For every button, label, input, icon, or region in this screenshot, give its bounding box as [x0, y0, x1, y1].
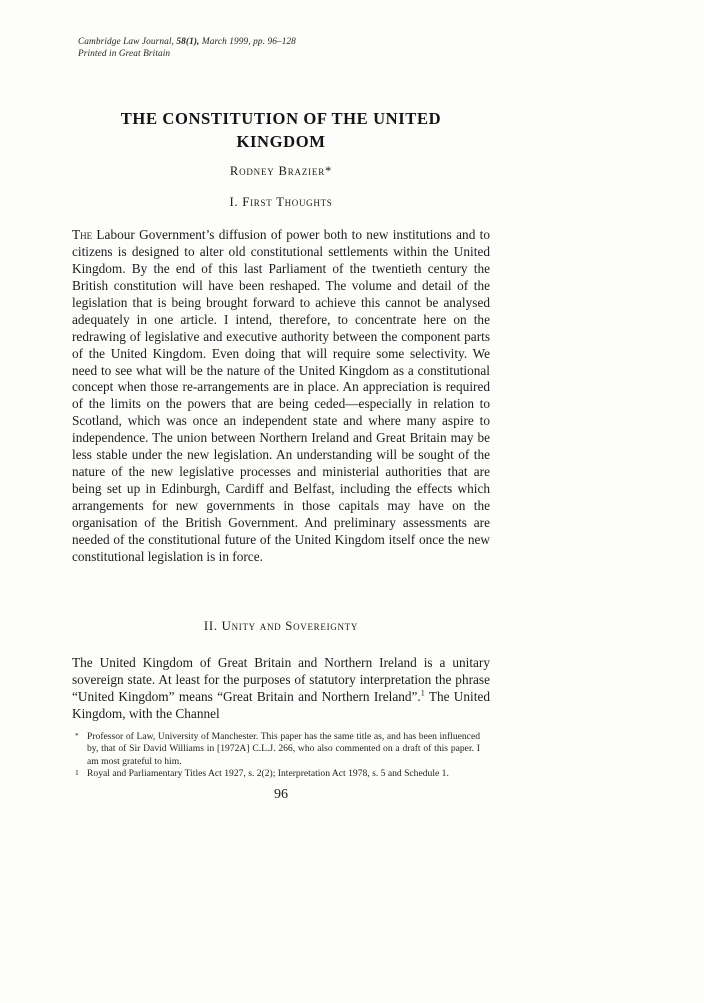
page-number: 96	[274, 787, 288, 802]
journal-citation-line	[78, 37, 296, 49]
paragraph-text-before-ref: The United Kingdom of Great Britain and Northern Ireland is a unitary sovereign state. At least for the purposes of statutory interpretation the phrase “United Kingdom” means “Great Britain and Northern Ireland”.	[72, 655, 490, 705]
article-title: THE CONSTITUTION OF THE UNITED KINGDOM	[120, 109, 442, 151]
paragraph-body-text: Labour Government’s diffusion of power both to new institutions and to citizens is designed to alter old constitutional settlements within the United Kingdom. By the end of this last Parliament of the twentieth century the British constitution will have been reshaped. The volume and detail of the legislation that is being brought forward to achieve this cannot be analysed adequately in one article. I intend, therefore, to concentrate here on the redrawing of legislative and executive authority between the component parts of the United Kingdom. Even doing that will require some selectivity. We need to see what will be the nature of the United Kingdom as a constitutional concept when those re-arrangements are in place. An appreciation is required of the limits on the powers that are being ceded—especially in relation to Scotland, which was once an independent state and where many aspire to independence. The union between Northern Ireland and Great Britain may be less stable under the new legislation. An understanding will be sought of the nature of the new legislative processes and ministerial authorities that are being set up in Edinburgh, Cardiff and Belfast, including the effects which arrangements for new governments in those capitals may have on the organisation of the British Government. And preliminary assessments are needed of the constitutional future of the United Kingdom itself once the new constitutional legislation is in force.	[72, 227, 490, 564]
printed-in-line: Printed in Great Britain	[78, 48, 171, 59]
footnote-text: Royal and Parliamentary Titles Act 1927, s. 2(2); Interpretation Act 1978, s. 5 and Schedule 1.	[87, 767, 449, 779]
journal-date-pages: March 1999, pp. 96–128	[201, 37, 296, 47]
paragraph-unity-sovereignty	[72, 655, 490, 723]
paragraph-first-thoughts	[72, 227, 490, 565]
footnote-statute-citation	[72, 768, 480, 780]
journal-volume: 58(1),	[176, 37, 200, 47]
footnotes-block	[72, 731, 480, 780]
section-heading-unity-sovereignty: II. Unity and Sovereignty	[203, 619, 359, 633]
footnote-marker-asterisk: *	[75, 731, 79, 740]
author-byline: Rodney Brazier*	[229, 164, 333, 178]
paragraph-text-after-ref: The United Kingdom, with the Channel	[72, 689, 490, 722]
article-title-block	[72, 108, 490, 153]
paragraph-lead-word: The	[72, 227, 93, 243]
running-header	[78, 37, 296, 60]
footnote-marker-1: 1	[75, 767, 79, 777]
journal-name: Cambridge Law Journal,	[78, 37, 174, 47]
footnote-author-affiliation	[72, 731, 480, 768]
section-heading-first-thoughts: I. First Thoughts	[229, 195, 333, 209]
footnote-reference-1: 1	[420, 688, 425, 698]
footnote-text: Professor of Law, University of Manchester. This paper has the same title as, and has been influenced by, that of Sir David Williams in [1972A] C.L.J. 266, who also commented on a draft of this paper. I am most grateful to him.	[87, 731, 480, 767]
